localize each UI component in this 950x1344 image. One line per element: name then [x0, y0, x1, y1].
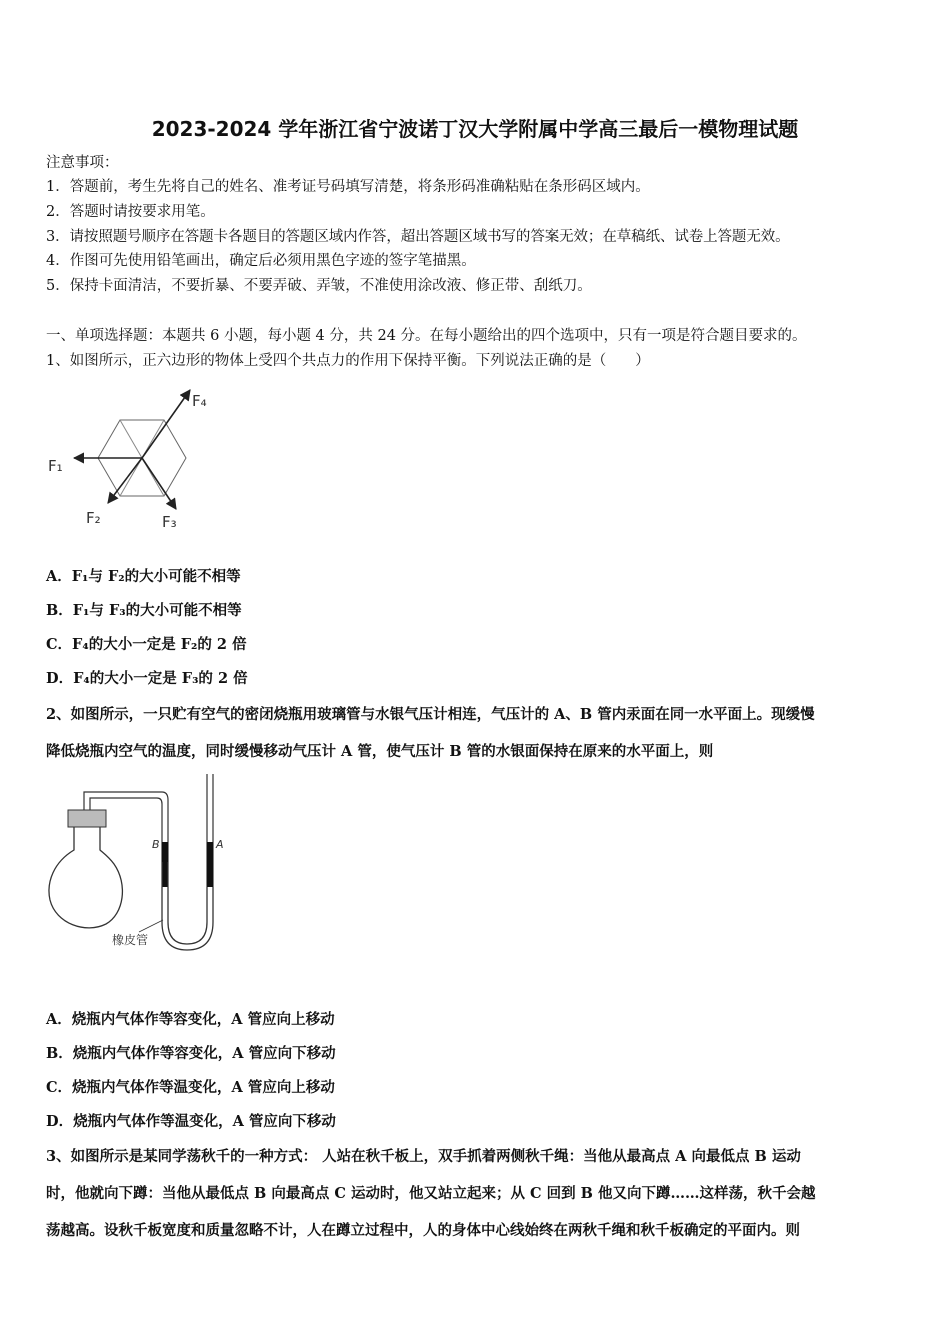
q1-option-a: A．F₁与 F₂的大小可能不相等: [46, 568, 241, 585]
q1-option-c: C．F₄的大小一定是 F₂的 2 倍: [46, 636, 247, 653]
q1-option-b: B．F₁与 F₃的大小可能不相等: [46, 602, 242, 619]
notice-heading: 注意事项：: [46, 155, 119, 171]
label-f1: F₁: [48, 457, 63, 475]
flask-manometer-diagram: [44, 772, 244, 962]
notice-item: 2．答题时请按要求用笔。: [46, 204, 215, 220]
rubber-tube: [162, 887, 213, 950]
page-title: 2023-2024 学年浙江省宁波诺丁汉大学附属中学高三最后一模物理试题: [151, 117, 799, 141]
question-3-line2: 时，他就向下蹲：当他从最低点 B 向最高点 C 运动时，他又站立起来；从 C 回到 B 他又向下蹲……这样荡，秋千会越: [46, 1185, 816, 1202]
notice-item: 4．作图可先使用铅笔画出，确定后必须用黑色字迹的签字笔描黑。: [46, 253, 476, 269]
label-rubber-tube: 橡皮管: [112, 933, 149, 947]
question-2-stem-line1: 2、如图所示，一只贮有空气的密闭烧瓶用玻璃管与水银气压计相连，气压计的 A、B 管内汞面在同一水平面上。现缓慢: [46, 706, 815, 723]
label-f4: F₄: [192, 392, 207, 410]
label-f2: F₂: [86, 509, 101, 527]
label-a: A: [216, 838, 224, 851]
q2-option-a: A．烧瓶内气体作等容变化，A 管应向上移动: [46, 1011, 335, 1028]
label-f3: F₃: [162, 513, 177, 531]
notice-item: 5．保持卡面清洁，不要折暴、不要弄破、弄皱，不准使用涂改液、修正带、刮纸刀。: [46, 278, 592, 294]
notice-item: 3．请按照题号顺序在答题卡各题目的答题区域内作答，超出答题区域书写的答案无效；在草稿纸、试卷上答题无效。: [46, 229, 790, 245]
section-heading: 一、单项选择题：本题共 6 小题，每小题 4 分，共 24 分。在每小题给出的四个选项中，只有一项是符合题目要求的。: [46, 328, 807, 344]
q1-option-d: D．F₄的大小一定是 F₃的 2 倍: [46, 670, 248, 687]
flask-shape: [49, 827, 122, 928]
notice-item: 1．答题前，考生先将自己的姓名、准考证号码填写清楚，将条形码准确粘贴在条形码区域内。: [46, 179, 650, 195]
question-3-line3: 荡越高。设秋千板宽度和质量忽略不计，人在蹲立过程中，人的身体中心线始终在两秋千绳和秋千板确定的平面内。则: [46, 1222, 800, 1239]
tube-b-mercury: [162, 842, 168, 887]
hexagon-force-diagram: [44, 385, 234, 535]
question-1-stem: 1、如图所示，正六边形的物体上受四个共点力的作用下保持平衡。下列说法正确的是（ ）: [46, 353, 650, 369]
force-f4-arrow: [142, 390, 190, 458]
question-2-stem-line2: 降低烧瓶内空气的温度，同时缓慢移动气压计 A 管，使气压计 B 管的水银面保持在原来的水平面上，则: [46, 743, 714, 760]
q2-option-b: B．烧瓶内气体作等容变化，A 管应向下移动: [46, 1045, 336, 1062]
question-3-line1: 3、如图所示是某同学荡秋千的一种方式： 人站在秋千板上，双手抓着两侧秋千绳：当他从最高点 A 向最低点 B 运动: [46, 1148, 801, 1165]
label-b: B: [152, 838, 160, 851]
q2-option-c: C．烧瓶内气体作等温变化，A 管应向上移动: [46, 1079, 335, 1096]
tube-a-mercury: [207, 842, 213, 887]
flask-stopper: [68, 810, 106, 827]
q2-option-d: D．烧瓶内气体作等温变化，A 管应向下移动: [46, 1113, 336, 1130]
